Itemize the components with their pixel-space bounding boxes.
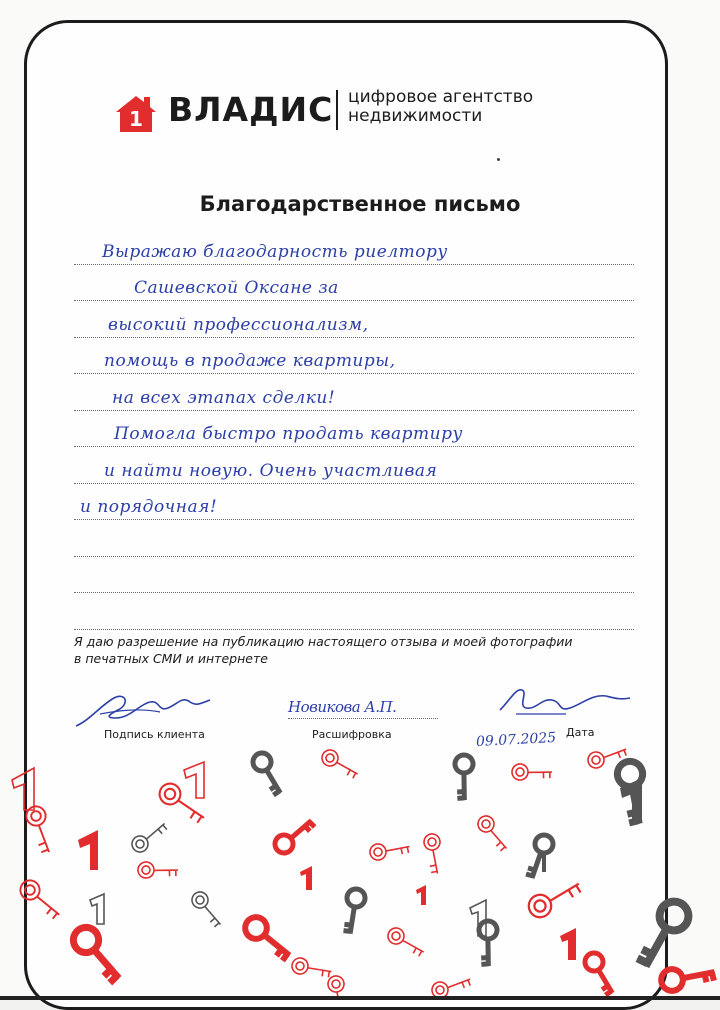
decorative-keys-pattern (0, 740, 720, 1000)
text-line (74, 593, 634, 630)
handwritten-line: Выражаю благодарность риелтору (102, 241, 448, 262)
company-logo (112, 88, 592, 138)
logo-wordmark: ВЛАДИС (168, 90, 334, 129)
handwritten-line: высокий профессионализм, (108, 314, 369, 335)
consent-line-1: Я даю разрешение на публикацию настоящего отзыва и моей фотографии (74, 634, 573, 649)
digit-one-icon (416, 885, 426, 905)
digit-one-icon (78, 830, 98, 870)
key-icon (510, 754, 554, 790)
key-icon (414, 831, 454, 876)
paper-speck (497, 158, 500, 161)
key-icon (468, 918, 508, 968)
key-icon (136, 852, 180, 888)
text-line (74, 557, 634, 594)
key-icon (244, 749, 294, 797)
signature-label: Подпись клиента (104, 728, 205, 741)
logo-house-digit: 1 (129, 107, 143, 131)
logo-divider (336, 90, 338, 130)
date-signature (496, 680, 636, 724)
letter-title: Благодарственное письмо (199, 192, 521, 216)
date-value: 09.07.2025 (475, 729, 557, 751)
key-icon (62, 923, 133, 986)
key-icon (238, 914, 298, 962)
digit-one-icon (300, 866, 312, 890)
consent-line-2: в печатных СМИ и интернете (74, 651, 268, 666)
text-line (74, 338, 634, 375)
key-icon (15, 802, 66, 855)
text-line (74, 411, 634, 448)
handwritten-text-area (74, 228, 634, 630)
house-logo-icon (112, 92, 160, 134)
key-icon (14, 878, 67, 921)
handwritten-line: и найти новую. Очень участливая (104, 460, 438, 481)
handwritten-line: Сашевской Оксане за (134, 278, 339, 298)
key-icon (337, 888, 371, 935)
key-icon (129, 814, 169, 859)
logo-tagline (348, 88, 533, 126)
digit-one-icon (470, 900, 486, 936)
key-icon (367, 830, 412, 870)
key-icon (429, 965, 474, 1000)
key-icon (636, 897, 690, 972)
scan-edge-shadow (0, 996, 720, 1000)
key-icon (585, 740, 630, 777)
text-line (74, 374, 634, 411)
text-line (74, 520, 634, 557)
client-signature (70, 684, 220, 732)
digit-one-icon (90, 894, 104, 924)
key-icon (444, 752, 484, 802)
key-icon (385, 927, 427, 957)
text-line (74, 484, 634, 521)
text-line (74, 447, 634, 484)
key-icon (291, 953, 333, 983)
key-icon (471, 813, 516, 853)
digit-one-icon (560, 928, 576, 960)
handwritten-line: помощь в продаже квартиры, (104, 351, 396, 371)
handwritten-line: на всех этапах сделки! (112, 387, 336, 408)
key-icon (576, 949, 626, 997)
logo-tagline-line-2: недвижимости (348, 106, 483, 126)
decoding-value: Новикова А.П. (288, 698, 397, 716)
publication-consent (74, 633, 634, 667)
text-line (74, 228, 634, 265)
handwritten-line: Помогла быстро продать квартиру (114, 424, 463, 444)
key-icon (155, 781, 211, 824)
handwritten-line: и порядочная! (80, 497, 218, 517)
digit-one-icon (184, 762, 204, 798)
digit-one-icon (12, 768, 34, 810)
text-line (74, 265, 634, 302)
key-icon (319, 749, 361, 779)
key-icon (657, 950, 718, 1000)
text-line (74, 301, 634, 338)
date-label: Дата (566, 726, 595, 739)
key-icon (185, 889, 230, 929)
decoding-label: Расшифровка (312, 728, 392, 741)
key-icon (272, 810, 317, 861)
decoding-line (288, 718, 438, 719)
logo-tagline-line-1: цифровое агентство (348, 87, 534, 107)
